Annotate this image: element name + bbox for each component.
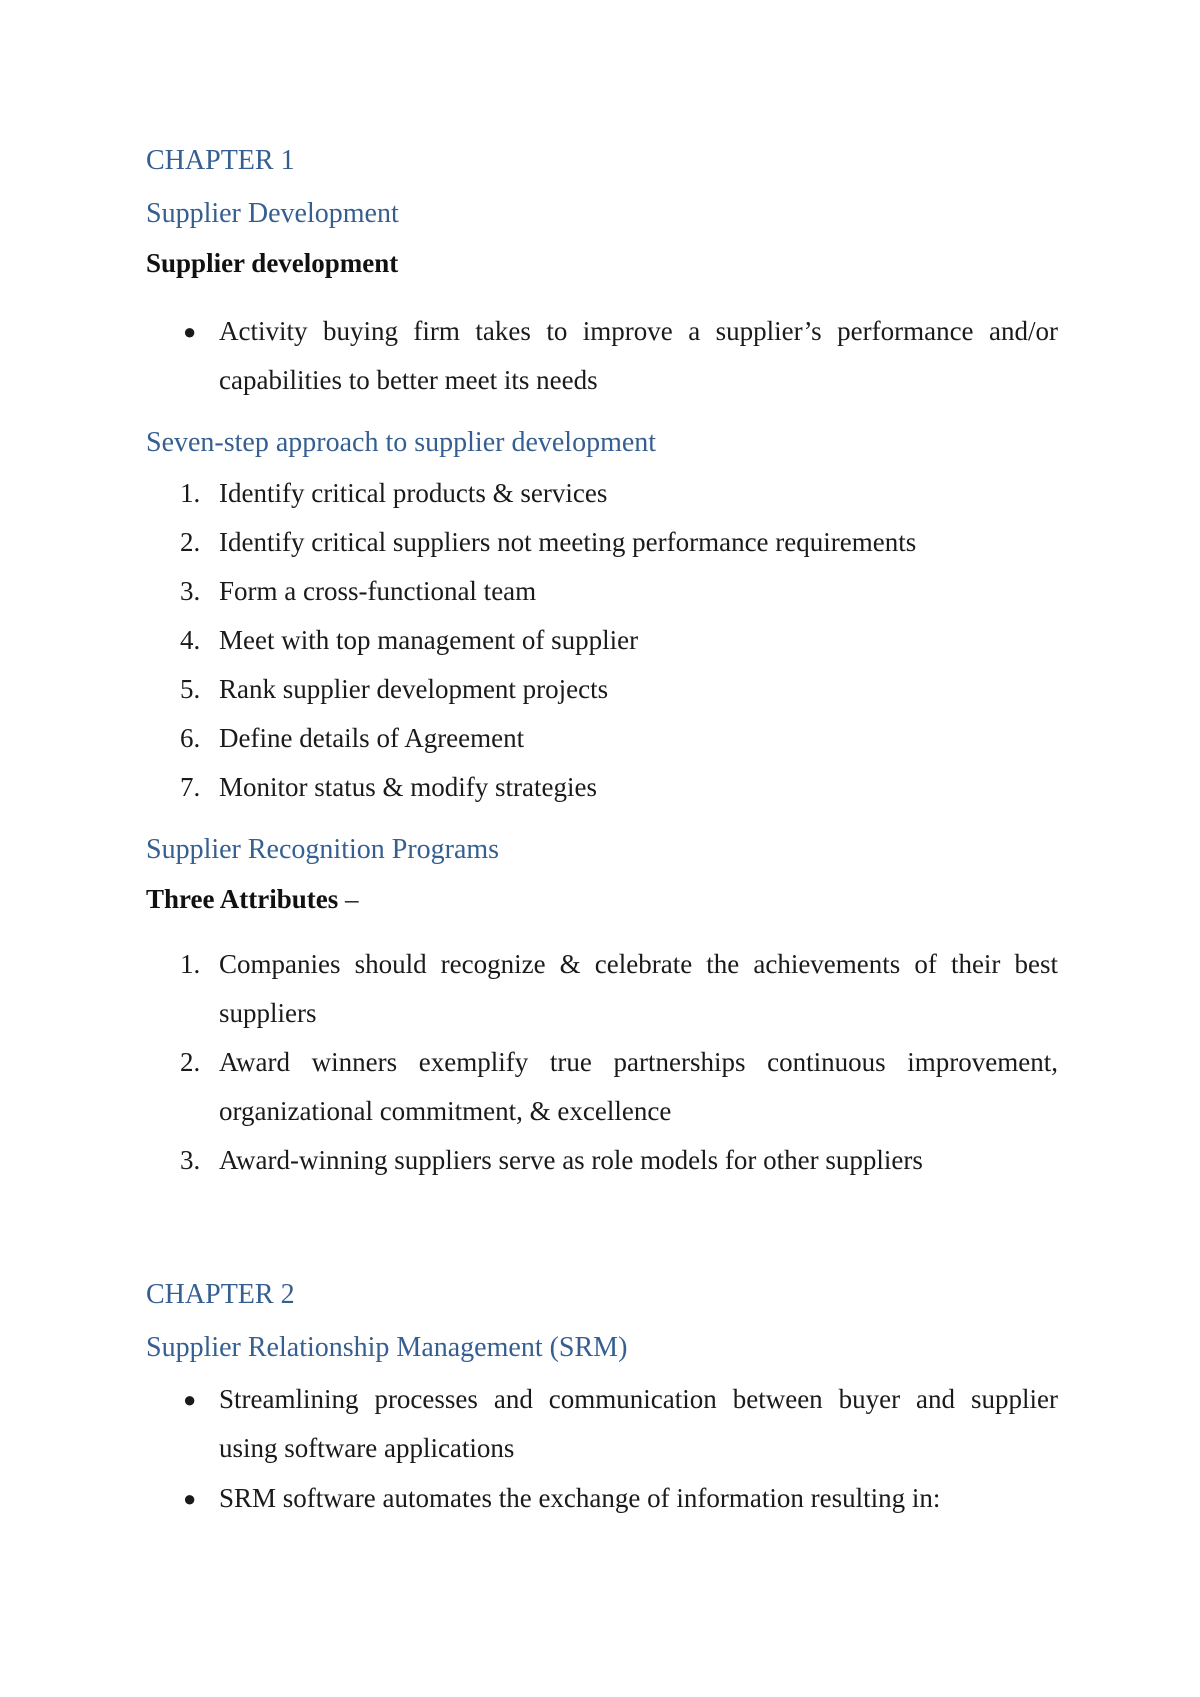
list-item: 6. Define details of Agreement (180, 723, 525, 753)
bullet-icon: ● (183, 319, 197, 344)
srm-bullet: ● Streamlining processes and communication between buyer and supplier using software applications (146, 1375, 1058, 1473)
seven-step-heading: Seven-step approach to supplier development (146, 427, 657, 458)
definition-text: Activity buying firm takes to improve a supplier’s performance and/or capabilities to better meet its needs (219, 316, 1058, 395)
supplier-development-heading: Supplier development (146, 248, 399, 278)
chapter-1-label: CHAPTER 1 (146, 145, 295, 176)
list-item: 3. Form a cross-functional team (180, 576, 537, 606)
bullet-icon: ● (183, 1387, 197, 1412)
list-item: 3. Award-winning suppliers serve as role models for other suppliers (180, 1145, 923, 1175)
chapter-2-label: CHAPTER 2 (146, 1279, 295, 1310)
list-item: 2. Identify critical suppliers not meeting performance requirements (180, 527, 917, 557)
supplier-recognition-heading: Supplier Recognition Programs (146, 834, 500, 865)
list-item: 4. Meet with top management of supplier (180, 625, 639, 655)
three-attributes-heading: Three Attributes – (146, 884, 359, 914)
list-item: 2. Award winners exemplify true partnerships continuous improvement, organizational commitment, & excellence (180, 1047, 1058, 1126)
list-item: 1. Identify critical products & services (180, 478, 608, 508)
definition-bullet (146, 307, 1058, 405)
list-item: 1. Companies should recognize & celebrate the achievements of their best suppliers (180, 949, 1058, 1028)
supplier-development-title: Supplier Development (146, 198, 399, 229)
srm-title: Supplier Relationship Management (SRM) (146, 1332, 628, 1363)
bullet-icon: ● (183, 1486, 197, 1511)
list-item: 5. Rank supplier development projects (180, 674, 609, 704)
list-item: 7. Monitor status & modify strategies (180, 772, 597, 802)
srm-bullet: ● SRM software automates the exchange of information resulting in: (146, 1474, 1058, 1523)
